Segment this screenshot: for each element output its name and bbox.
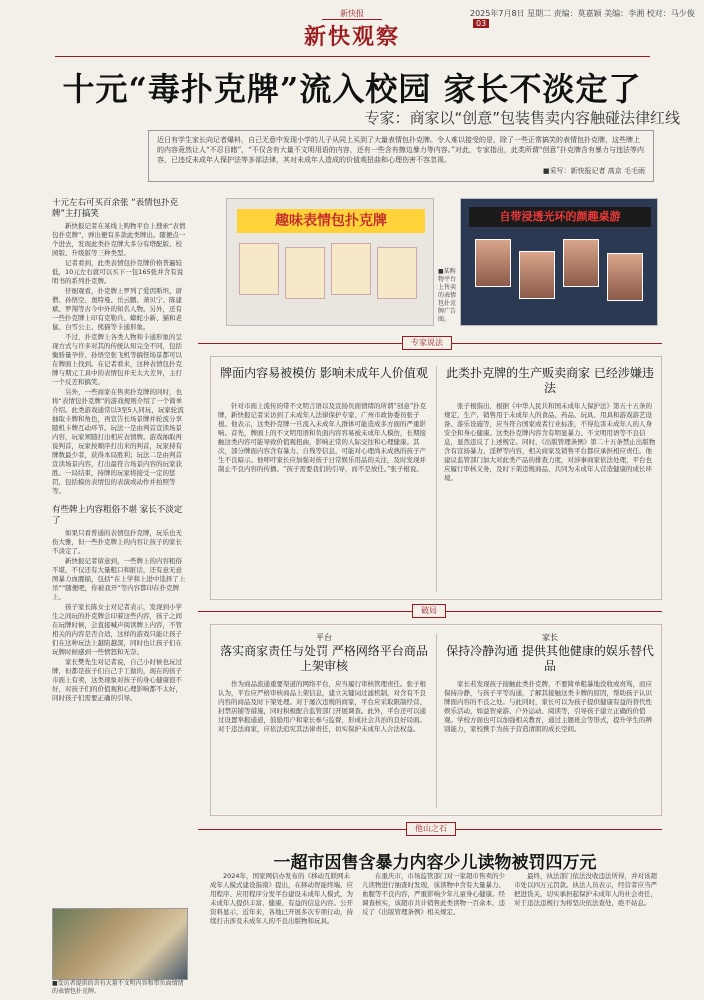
- ad-image-right: [460, 198, 658, 326]
- other-text-1: 2024年，国家网信办发布的《移动互联网未成年人模式建设指南》提出，在移动智能终端、应用程序、应用程序分发平台建设未成年人模式，为未成年人提供丰富、健康、有益的信息内容。公开资料显示，近年来，各地已开展多次专项行动，持续打击涉及未成年人的不良出版物和玩具。: [210, 872, 353, 925]
- card-image: [607, 253, 643, 301]
- solution-right-body: [444, 680, 656, 810]
- ad-photo-caption: ■某购物平台上售卖的表情包扑克牌广告图。: [438, 268, 457, 323]
- section-tag-other: 他山之石: [406, 822, 456, 836]
- card-image: [239, 243, 279, 295]
- spacer: [52, 497, 188, 505]
- solution-right-text: 家长若发现孩子接触此类扑克牌，不要简单粗暴地没收或责骂，而应保持冷静，与孩子平等沟通，了解其接触这类卡牌的原因，帮助孩子认识牌面内容的不良之处。与此同时，家长可以为孩子提供健康有益的替代性娱乐活动，如益智桌游、户外运动、阅读等，引导孩子建立正确的价值观。学校方面也可以加强相关教育，通过主题班会等形式，提升学生的辨别能力，家校携手为孩子营造清朗的成长空间。: [444, 680, 652, 733]
- solution-left-kicker: 平台: [316, 633, 332, 642]
- solution-right-title: 保持冷静沟通 提供其他健康的娱乐替代品: [446, 644, 654, 673]
- ad-banner-right: 自带浸透光环的颜趣桌游: [469, 207, 651, 227]
- column-divider: [436, 366, 437, 592]
- masthead-rule: [55, 56, 650, 57]
- page-number: 03: [473, 19, 489, 28]
- poker-cards-photo: [52, 908, 188, 980]
- left-paragraph: 仔细观看，扑克牌上罗列了爱因斯坦、唐僧、孙悟空、奥特曼、岳云鹏、萧贝宁、陈建斌、罗翔等古今中外的知名人物。另外，还有一些扑克牌上印有克勒兵、蟒蛇小新、猫和老鼠、白雪公主、熊猫等卡通形象。: [52, 287, 182, 331]
- left-paragraph: 新快报记者留意到，一些牌上的内容粗俗不堪，不仅还有大量粗口和脏话，还有意无意图暴力血腥描，包括“在上学和上进中选择了上吊”“随便吧，你被我开”等内容都印在扑克牌上。: [52, 557, 186, 601]
- ad-image-left: [226, 198, 434, 326]
- other-text-3: 最终，执法部门依法没收违法所得，并对该超市处以四万元罚款。执法人员表示，经营者应当严把进货关，切实承担起保护未成年人的社会责任，对于违法违规行为将坚决依法查处，绝不姑息。: [514, 872, 657, 907]
- article-headline: 十元“毒扑克牌”流入校园 家长不淡定了: [62, 70, 642, 108]
- other-title: 一超市因售含暴力内容少儿读物被罚四万元: [273, 853, 597, 873]
- date-line: [470, 8, 704, 28]
- section-tag-expert: 专家说法: [402, 336, 452, 350]
- article-lead: [148, 130, 654, 182]
- card-image: [285, 247, 325, 299]
- ad-banner-left: 趣味表情包扑克牌: [237, 209, 425, 233]
- other-column-3: [514, 872, 658, 994]
- left-paragraph: 记者看到，此类表情包扑克牌价格普遍较低，10元左右就可以买下一包165张并含有说明书的系列扑克牌。: [52, 259, 184, 285]
- expert-right-body: [444, 402, 656, 594]
- left-heading-1: 十元左右可买百余张 “表情包扑克牌”主打搞笑: [52, 198, 179, 219]
- left-paragraph: 孩子家长陈女士对记者表示，发现到小学生之间玩的扑克牌会印着这些内容，孩子之间在玩牌时候，会直接喊声阅读牌上内容，不管相关的内容是否合适，这样的游戏只能让孩子们在这种玩法上越陷越深，同时也让孩子们在玩牌时候感到一些愤怒和无奈。: [52, 603, 182, 656]
- card-image: [563, 239, 599, 287]
- card-image: [519, 251, 555, 299]
- other-column-2: [362, 872, 506, 994]
- expert-right-title: 此类扑克牌的生产贩卖商家 已经涉嫌违法: [446, 366, 654, 395]
- left-heading-2: 有些牌上内容粗俗不堪 家长不淡定了: [52, 505, 183, 526]
- masthead: [0, 0, 704, 58]
- left-paragraph: 不过，扑克牌上各类人物和卡通形象的呈现方式与许多对其的传统认知完全不同，包括衡骄量孕价、孙悟空张飞机等搞怪场景都可以在牌面上找到。在记者看来，这种表情包扑克牌与期元工具中的表情包并无太大差异，主打一个反差和搞笑。: [52, 333, 182, 386]
- expert-left-body: [218, 402, 430, 594]
- solution-left-title: 落实商家责任与处罚 严格网络平台商品上架审核: [220, 644, 428, 673]
- expert-left-text: 针对市面上流传的带不文明言语以及宣扬负面情绪的所谓“创意”扑克牌，新快报记者采访到了未成年人法律保护专家、广州市政协委员张子根。他表示，这类扑克牌一旦流入未成年人群体可能造成多方面的严重影响。首先，牌面上的不文明用语和负面内容容易被未成年人模仿，长期接触这类内容可能导致价值观扭曲，影响正常的人际交往和心理健康。其次，部分牌面内容含有暴力、自残等信息，可能对心理尚未成熟的孩子产生不良暗示。他呼吁家长应加强对孩子日常娱乐用品的关注，及时发现并制止不良内容的传播。“孩子需要我们的引导，而不是放任。”张子根说。: [218, 402, 427, 473]
- expert-left-title: 牌面内容易被模仿 影响未成年人价值观: [220, 366, 428, 380]
- section-title: 新快观察: [303, 24, 400, 50]
- solution-left-body: [218, 680, 430, 810]
- left-paragraph: 另外，一些商家在售卖扑克牌的同时，也将“表情包扑克牌”的游戏规则介绍了一个简单介绍。此类游戏通常以3至5人同玩，玩家轮流抽取卡牌和角色，再宣告长场景牌并轮流分享随机卡牌互动环节。玩法一是由判首宣读场景内容，玩家须随打出相应表情牌。游戏抽取再说判首，玩家按顺序打出来的判首，玩家持有牌数最少者，获得本局胜利；玩法二是由判首宣读场景内容，打出最符合场景内容的玩家获胜。一局结束，持牌的玩家将接受一定的惩罚，包括模仿表情包的表演或动作并拍照等等。: [52, 388, 184, 495]
- left-paragraph: 新快报记者在某线上购物平台上搜索“表情包扑克牌”，弹出便有多款此类牌出。随便点一个进去，发现此类扑克牌大多分有塔配版、校园版、升级版等三种类型。: [52, 222, 186, 257]
- column-divider: [436, 634, 437, 808]
- article-credit: ■采写：新快报记者 高京 毛毛雨: [542, 167, 645, 175]
- left-paragraph: 家长樊先生对记者说，自己小时候也玩过牌，但都是孩子们自己手工做的，现在的孩子市面上有卖，这类现象对孩子的身心健康很不好，对孩子们的价值观和心理影响都不太好，同时孩子们需要正确的引导。: [52, 658, 182, 702]
- card-image: [475, 239, 511, 287]
- section-tag-solution: 破局: [412, 604, 446, 618]
- article-subhead: 专家：商家以“创意”包装售卖内容触碰法律红线: [364, 109, 680, 127]
- solution-right-kicker: 家长: [542, 633, 558, 642]
- card-image: [377, 247, 417, 299]
- other-column-1: [210, 872, 354, 994]
- other-text-2: 在重庆市，市场监管部门对一家超市售卖的少儿读物进行抽查时发现，该读物中含有大量暴力、血腥等不良内容，严重影响少年儿童身心健康。经调查核实，该超市共计销售此类读物一百余本，违反了《出版管理条例》相关规定。: [362, 872, 505, 916]
- expert-right-text: 张子根指出，根据《中华人民共和国未成年人保护法》第五十五条的规定，生产、销售用于未成年人的食品、药品、玩具、用具和游戏游艺设备、游乐设施等，应当符合国家或者行业标准，不得危害未成年人的人身安全和身心健康。这类扑克牌内容含有明显暴力、不文明用语等不良信息，显然违反了上述规定。同时，《出版管理条例》第二十五条禁止出版物含有宣扬暴力、淫秽等内容，相关商家及销售平台都应承担相应责任。他建议监管部门加大对此类产品的排查力度，对涉事商家依法处理，平台也应履行审核义务，及时下架违规商品，共同为未成年人营造健康的成长环境。: [444, 402, 656, 482]
- card-image: [331, 243, 371, 295]
- date-text: 2025年7月8日 星期二 责编：莫嘉颖 美编：李湘 校对：马少俊: [470, 9, 695, 18]
- left-photo-caption: ■受访者提供的含有大量不文明内容和带负面情绪的表情包扑克牌。: [52, 980, 184, 995]
- lead-text: 近日有学生家长向记者爆料，自己无意中发现小学的儿子从同上买到了大量表情包扑克牌。令人难以接受的是，除了一些正常搞笑的表情包扑克牌，这些牌上的内容竟然让人“不忍目睹”，“不仅含有大量不文明用语的内容，还有一些含有擦边暴力等内容。”对此，专家指出，此类所谓“创意”扑克牌含有暴力与违法等内容，已违反未成年人保护法等多部法律，其对未成年人造成的价值观扭曲和心理伤害不容忽视。: [157, 136, 644, 164]
- left-paragraph: 如果只看普通的表情包扑克牌，玩乐也无伤大雅，但一些扑克牌上的内容让孩子的家长不淡定了。: [52, 529, 182, 555]
- section-small-label: 新快报: [322, 8, 382, 20]
- left-column: [52, 198, 188, 913]
- solution-left-text: 作为商品流通重要渠道的网络平台，应当履行审核管理责任。张子根认为，平台应严格审核商品上架信息，建立关键词过滤机制，对含有不良内容的商品及时下架处理。对于屡次违规的商家，平台应采取限制经营、封禁店铺等措施，同时积极配合监管部门开展调查。此外，平台还可以通过设置举报通道，鼓励用户和家长参与监督，形成社会共治的良好局面。对于违法商家，应依法追究其法律责任，切实保护未成年人合法权益。: [218, 680, 426, 733]
